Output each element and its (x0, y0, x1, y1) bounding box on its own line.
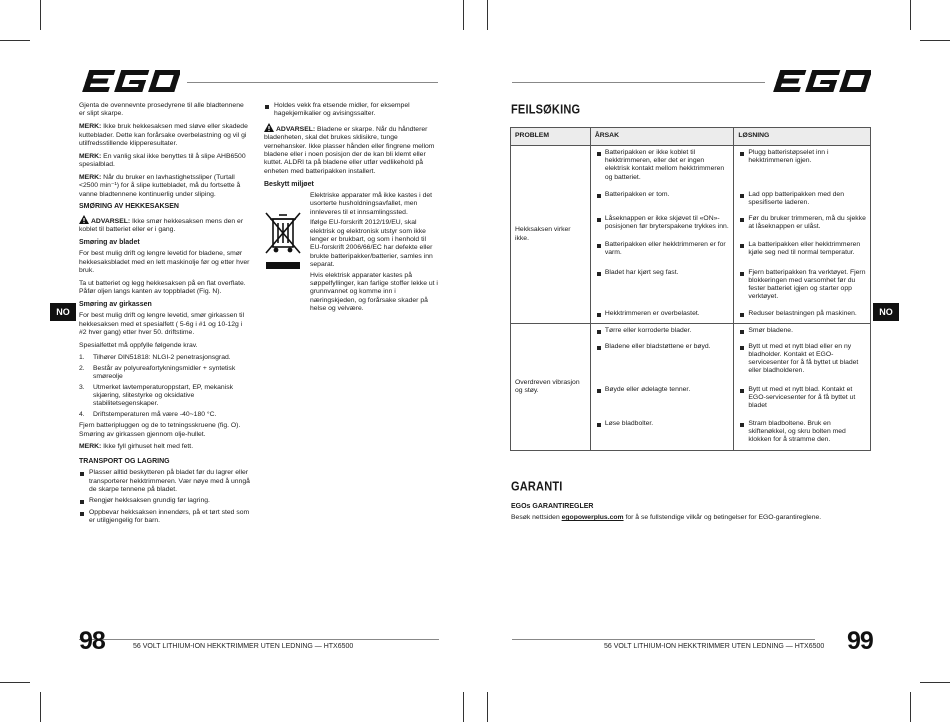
gearbox-p2: Spesialfettet må oppfylle følgende krav. (79, 341, 198, 349)
list-item: Holdes vekk fra etsende midler, for eksempel hagekjemikalier og avisingssalter. (264, 102, 438, 119)
transport-list (79, 469, 251, 525)
cause-cell: Bladene eller bladstøttene er bøyd. (590, 340, 734, 383)
gearbox-p1: For best mulig drift og lengre levetid, smør girkassen til hekkesaksen med et spesialfett ( 5-6g i #1 og 10-12g i #2 hver gang) etter hver 50. driftstime. (79, 312, 245, 337)
solution-cell: Smør bladene. (734, 324, 871, 340)
cause-cell: Låseknappen er ikke skjøvet til «ON»-posisjonen før bryterspakene trykkes inn. (590, 212, 734, 238)
note-blunt-blades: MERK: Ikke bruk hekkesaksen med sløve eller skadede kutteblader. Dette kan forårsake overbelastning og vil gi utilfredsstillende klipperesultater. (79, 123, 248, 147)
warning-icon (264, 123, 274, 132)
list-item: 2. Består av polyureafortykningsmidler + syntetisk smøreolje (79, 364, 236, 381)
environment-p1: Elektriske apparater må ikke kastes i det usorterte husholdningsavfallet, men innleveres til et innsamlingssted. (310, 191, 433, 216)
list-item: 4. Driftstemperaturen må være -40~180 °C. (79, 410, 217, 418)
solution-cell: Lad opp batteripakken med den spesifiserte laderen. (734, 188, 871, 212)
ego-logo-graphic (80, 68, 180, 94)
note-special-blade: MERK: En vanlig skal ikke benyttes til å slipe AHB6500 spesialblad. (79, 152, 246, 169)
list-item: Oppbevar hekksaksen innendørs, på et tørt sted som er utilgjengelig for barn. (79, 509, 251, 526)
intro-text: Gjenta de ovennevnte prosedyrene til alle bladtennene er slipt skarpe. (79, 102, 244, 118)
solution-cell: Bytt ut med et nytt blad. Kontakt et EGO-servicesenter for å få byttet ut bladet (734, 383, 871, 417)
list-item: 3. Utmerket lavtemperaturoppstart, EP, mekanisk skjæring, slitestyrke og oksidative stabilitetsegenskaper. (79, 383, 234, 408)
list-item: Plasser alltid beskytteren på bladet før du lagrer eller transporterer hekktrimmeren. Vær nøye med å unngå de skarpe tennene på bladet. (79, 469, 251, 494)
header-solution: LØSNING (734, 128, 871, 146)
troubleshooting-title: FEILSØKING (511, 103, 581, 117)
environment-p3: Hvis elektrisk apparater kastes på søppelfyllinger, kan farlige stoffer lekke ut i grunnvannet og komme inn i næringskjeden, og forårsake skader på helse og velvære. (310, 271, 438, 313)
language-tab-left: NO (50, 303, 76, 321)
environment-p2: Ifølge EU-forskrift 2012/19/EU, skal elektrisk og elektronisk utstyr som ikke lenger er brukbart, og som i henhold til EU-forskrift 2006/66/EC har defekte eller brukte batteripakker/batterier, samles inn separat. (310, 219, 433, 269)
solution-cell: Reduser belastningen på maskinen. (734, 307, 871, 324)
solution-cell: Stram bladboltene. Bruk en skiftenøkkel, og skru bolten med klokken for å stramme den. (734, 417, 871, 451)
header-problem: PROBLEM (511, 128, 591, 146)
warranty-link[interactable]: egopowerplus.com (561, 514, 624, 522)
warranty-title: GARANTI (511, 480, 563, 494)
cause-cell: Løse bladbolter. (590, 417, 734, 451)
page-number-left: 98 (79, 627, 105, 655)
list-item: 1. Tilhører DIN51818: NLGI-2 penetrasjonsgrad. (79, 354, 231, 362)
solution-cell: Plugg batteristøpselet inn i hekktrimmeren igjen. (734, 146, 871, 188)
warranty-subheading: EGOs GARANTIREGLER (511, 503, 594, 510)
note-gear-housing: MERK: Ikke fyll girhuset helt med fett. (79, 443, 194, 451)
list-item: Rengjør hekksaksen grundig før lagring. (79, 497, 251, 505)
page-number-right: 99 (847, 627, 873, 655)
header-cause: ÅRSAK (590, 128, 734, 146)
solution-cell: La batteripakken eller hekktrimmeren kjøle seg ned til normal temperatur. (734, 238, 871, 266)
transport-heading: TRANSPORT OG LAGRING (79, 457, 170, 465)
ego-logo-right (771, 68, 871, 94)
cause-cell: Batteripakken er ikke koblet til hekktrimmeren, eller det er ingen elektrisk kontakt mellom hekktrimmeren og batteriet. (590, 146, 734, 188)
environment-heading: Beskytt miljøet (264, 180, 314, 188)
crossed-bin-icon (263, 209, 303, 271)
solution-cell: Bytt ut med et nytt blad eller en ny bladholder. Kontakt et EGO-servicesenter for å få byttet ut bladet eller bladholderen. (734, 340, 871, 383)
blade-lubrication-p2: Ta ut batteriet og legg hekkesaksen på en flat overflate. Påfør oljen langs kanten av toppbladet (Fig. N). (79, 279, 246, 296)
cause-cell: Batteripakken er tom. (590, 188, 734, 212)
cause-cell: Bøyde eller ødelagte tenner. (590, 383, 734, 417)
warranty-text: Besøk nettsiden egopowerplus.com for å se fullstendige vilkår og betingelser for EGO-garantireglene. (511, 514, 822, 522)
cause-cell: Bladet har kjørt seg fast. (590, 266, 734, 307)
footer-left: 56 VOLT LITHIUM-ION HEKKTRIMMER UTEN LEDNING — HTX6500 (133, 643, 354, 650)
cause-cell: Hekktrimmeren er overbelastet. (590, 307, 734, 324)
cause-cell: Tørre eller korroderte blader. (590, 324, 734, 340)
problem-cell: Overdreven vibrasjon og støy. (511, 324, 591, 451)
table-row (511, 146, 871, 188)
warranty-section (511, 503, 871, 527)
solution-cell: Fjern batteripakken fra verktøyet. Fjern blokkeringen med varsomhet før du fester batteriet igjen og starter opp verktøyet. (734, 266, 871, 307)
language-tab-right: NO (873, 303, 899, 321)
blade-warning: ADVARSEL: Bladene er skarpe. Når du håndterer bladenheten, skal det brukes sklisikre, tunge vernehansker. Ikke plasser hånden eller fingrene mellom bladene eller i noen posisjon der de kan bli klemt eller kuttet. ALDRI ta på bladene eller utfør vedlikehold på enheten med batteripakken installert. (264, 123, 438, 176)
ego-logo-left (80, 68, 180, 94)
blade-lubrication-p1: For best mulig drift og lengre levetid for bladene, smør hekkesaksbladet med en lett maskinolje før og etter hver bruk. (79, 250, 250, 274)
table-row (511, 324, 871, 340)
left-column (79, 102, 251, 529)
note-low-speed-grinder: MERK: Når du bruker en lavhastighetssliper (Turtall <2500 min⁻¹) for å slipe kuttebladet, må du fortsette å vanne bladtennene kontinuerlig under sliping. (79, 173, 241, 198)
footer-right: 56 VOLT LITHIUM-ION HEKKTRIMMER UTEN LEDNING — HTX6500 (604, 643, 825, 650)
blade-lubrication-heading: Smøring av bladet (79, 238, 140, 246)
problem-cell: Hekksaksen virker ikke. (511, 146, 591, 324)
gearbox-lubrication-heading: Smøring av girkassen (79, 300, 152, 308)
gearbox-p3: Fjern batteripluggen og de to tetningsskruene (fig. O). Smøring av girkassen gjennom olje-hullet. (79, 422, 241, 438)
grease-requirements-list (79, 354, 251, 419)
cause-cell: Batteripakken eller hekktrimmeren er for varm. (590, 238, 734, 266)
troubleshooting-table (510, 127, 871, 451)
ego-logo-graphic (771, 68, 871, 94)
lubrication-heading: SMØRING AV HEKKESAKSEN (79, 203, 179, 211)
table-header-row (511, 128, 871, 146)
lubrication-warning: ADVARSEL: Ikke smør hekkesaksen mens den er koblet til batteriet eller er i gang. (79, 215, 251, 235)
storage-list-cont (264, 102, 438, 119)
solution-cell: Før du bruker trimmeren, må du sjekke at låseknappen er ulåst. (734, 212, 871, 238)
warning-icon (79, 215, 89, 224)
